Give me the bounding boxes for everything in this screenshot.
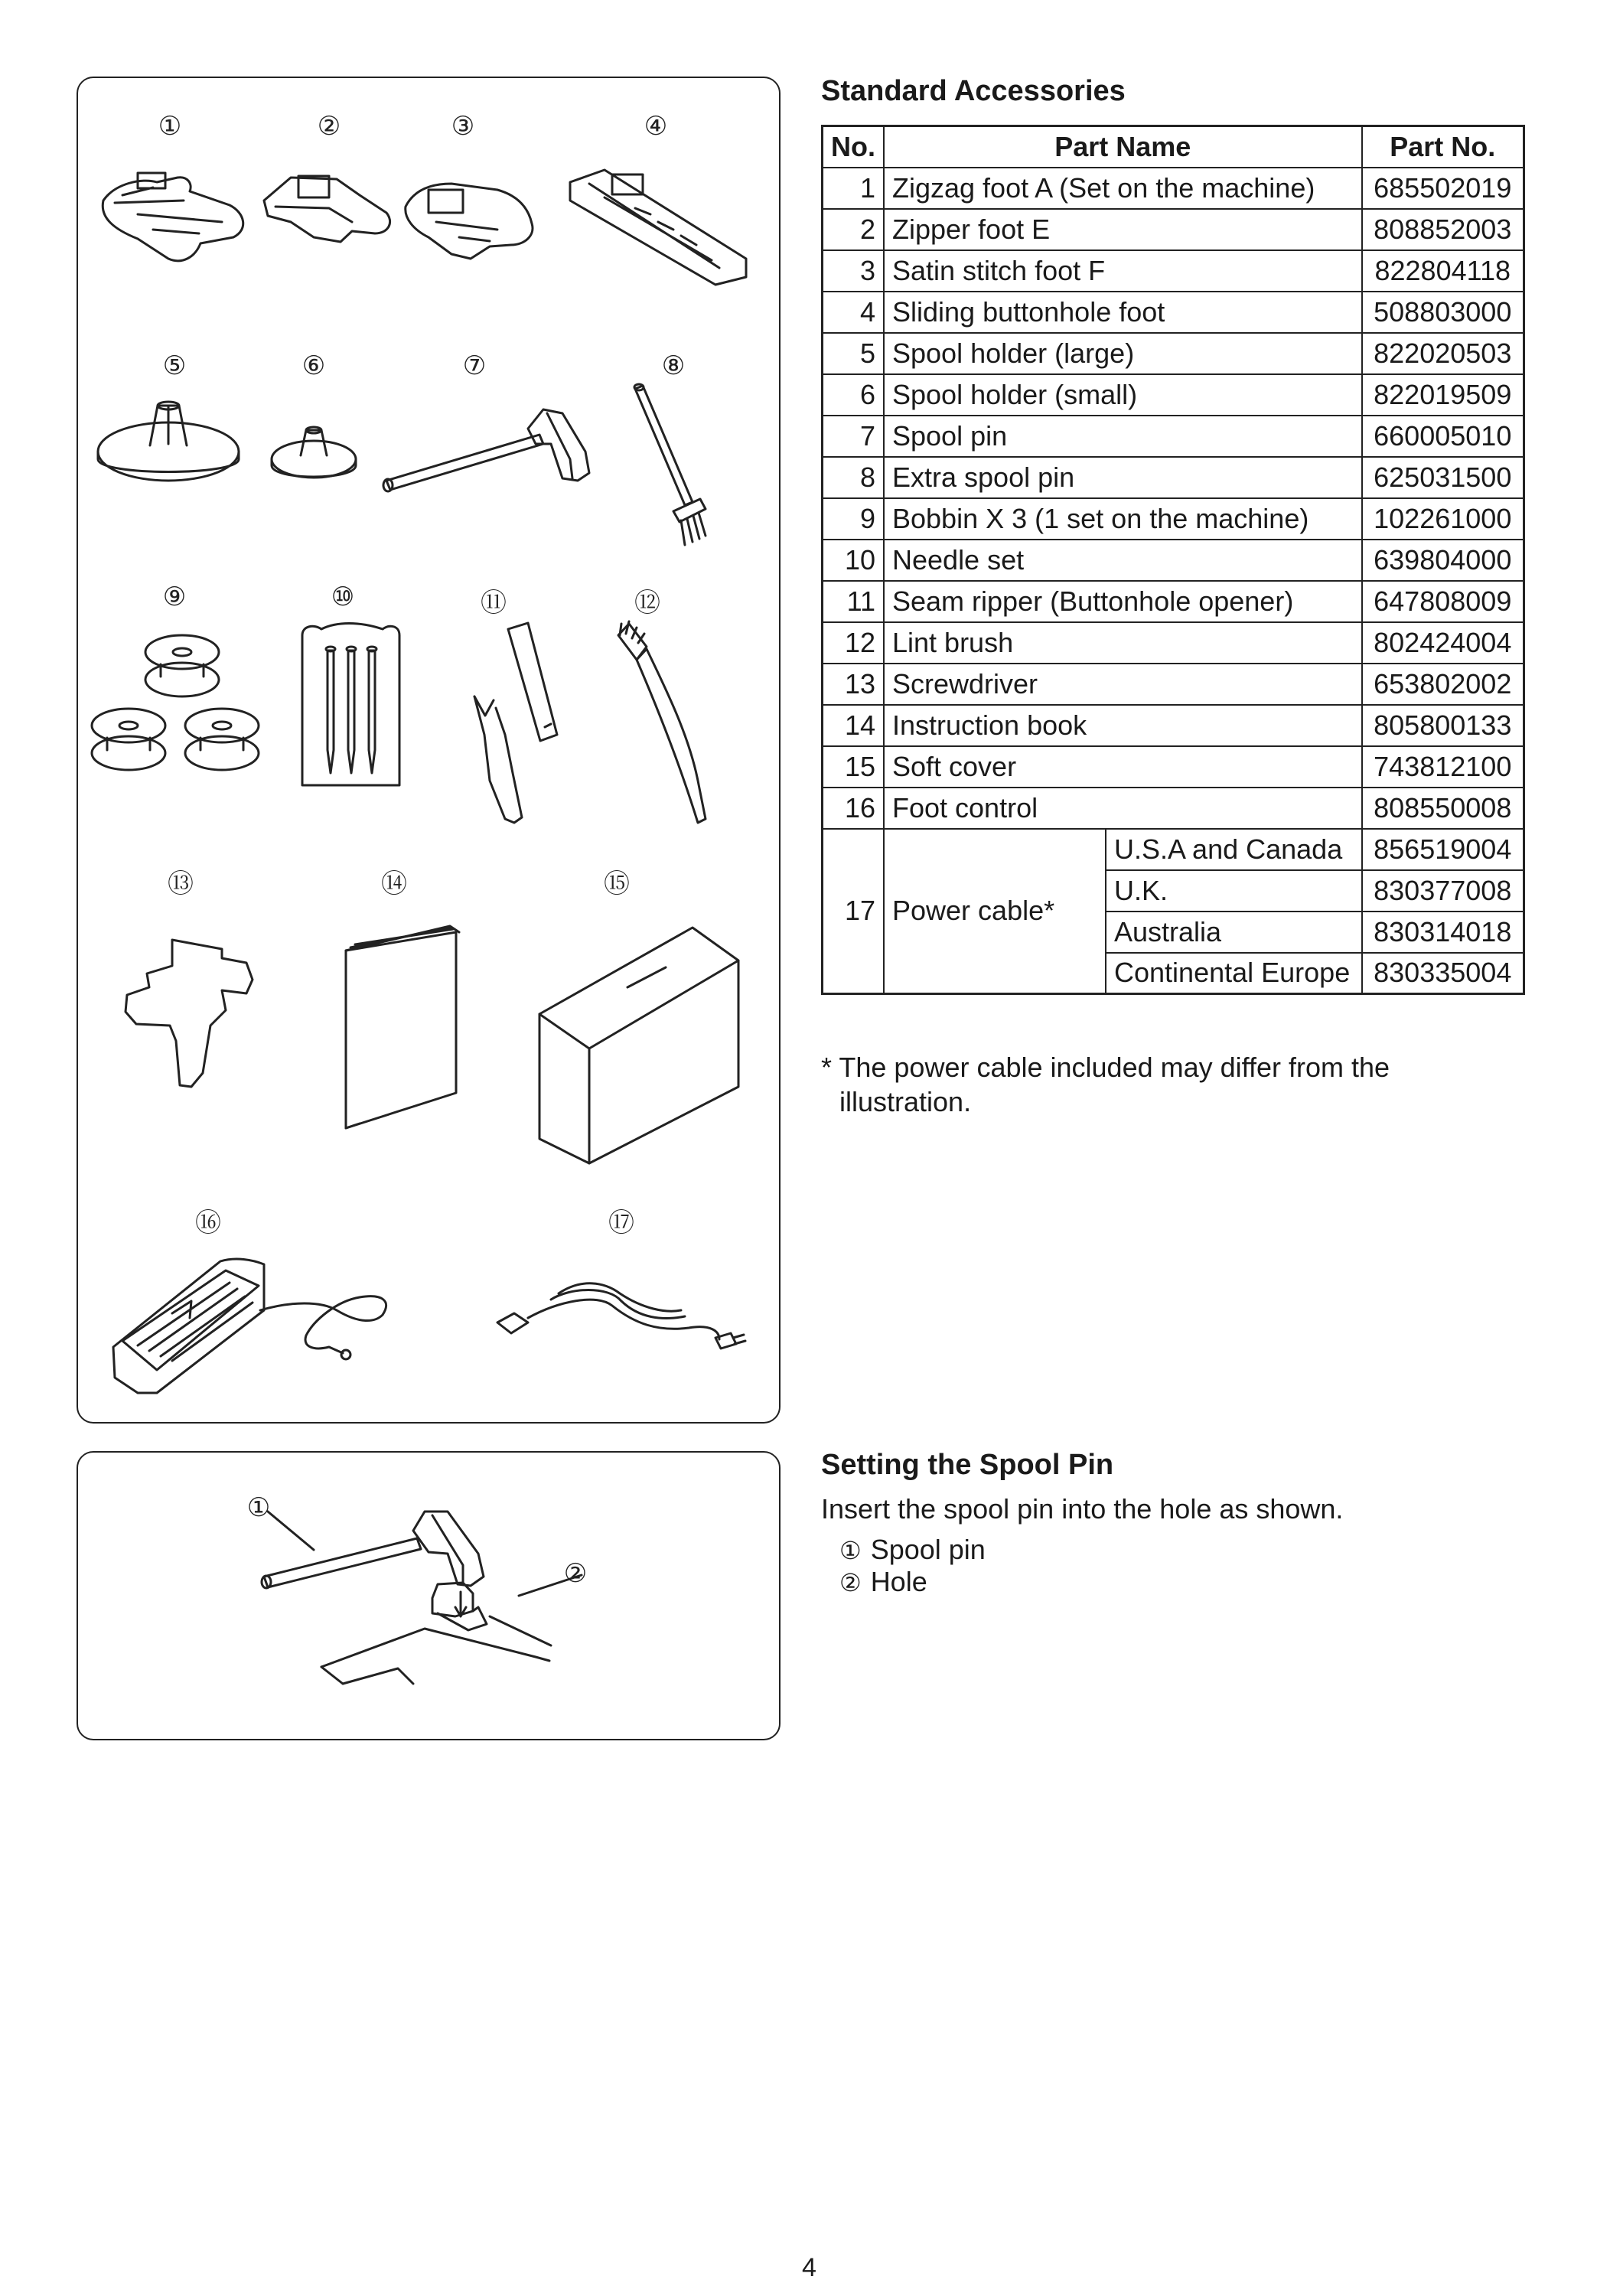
legend-item-spool-pin xyxy=(839,1534,986,1566)
row-part-no: 625031500 xyxy=(1362,457,1524,498)
footnote-line-2: illustration. xyxy=(839,1086,972,1117)
row-part-no: 822020503 xyxy=(1362,333,1524,374)
row-no: 13 xyxy=(823,664,885,705)
power-cable-region: U.S.A and Canada xyxy=(1106,829,1362,870)
header-part-no: Part No. xyxy=(1362,126,1524,168)
row-part-no: 808550008 xyxy=(1362,788,1524,829)
row-part-name: Bobbin X 3 (1 set on the machine) xyxy=(884,498,1362,540)
row-part-name: Satin stitch foot F xyxy=(884,250,1362,292)
spool-pin-instruction: Insert the spool pin into the hole as shown. xyxy=(821,1493,1344,1525)
power-cable-part-no: 856519004 xyxy=(1362,829,1524,870)
callout-17: ⑰ xyxy=(608,1208,634,1238)
power-cable-name: Power cable* xyxy=(884,829,1106,994)
power-cable-region: Continental Europe xyxy=(1106,953,1362,994)
callout-16: ⑯ xyxy=(195,1208,221,1238)
row-no: 14 xyxy=(823,705,885,746)
callout-14: ⑭ xyxy=(381,869,407,899)
row-no: 8 xyxy=(823,457,885,498)
row-no: 5 xyxy=(823,333,885,374)
row-part-no: 822804118 xyxy=(1362,250,1524,292)
row-no: 4 xyxy=(823,292,885,333)
row-part-name: Soft cover xyxy=(884,746,1362,788)
legend-item-hole xyxy=(839,1566,927,1598)
row-no: 12 xyxy=(823,622,885,664)
row-part-name: Lint brush xyxy=(884,622,1362,664)
power-cable-part-no: 830335004 xyxy=(1362,953,1524,994)
callout-2: ② xyxy=(317,111,341,142)
row-part-name: Sliding buttonhole foot xyxy=(884,292,1362,333)
row-part-no: 805800133 xyxy=(1362,705,1524,746)
row-part-name: Extra spool pin xyxy=(884,457,1362,498)
row-part-no: 822019509 xyxy=(1362,374,1524,416)
power-cable-part-no: 830377008 xyxy=(1362,870,1524,912)
row-part-name: Seam ripper (Buttonhole opener) xyxy=(884,581,1362,622)
header-part-name: Part Name xyxy=(884,126,1362,168)
page-number: 4 xyxy=(802,2253,816,2282)
power-cable-region: Australia xyxy=(1106,912,1362,953)
callout-15: ⑮ xyxy=(604,869,630,899)
spool-callout-2: ② xyxy=(563,1558,588,1589)
row-part-no: 653802002 xyxy=(1362,664,1524,705)
callout-9: ⑨ xyxy=(162,582,187,612)
header-no: No. xyxy=(823,126,885,168)
row-part-name: Zipper foot E xyxy=(884,209,1362,250)
callout-1: ① xyxy=(158,111,182,142)
row-part-no: 685502019 xyxy=(1362,168,1524,209)
row-part-name: Foot control xyxy=(884,788,1362,829)
row-no: 9 xyxy=(823,498,885,540)
callout-10: ⑩ xyxy=(331,582,355,612)
row-part-no: 808852003 xyxy=(1362,209,1524,250)
row-part-name: Instruction book xyxy=(884,705,1362,746)
row-part-name: Spool holder (small) xyxy=(884,374,1362,416)
setting-spool-pin-heading: Setting the Spool Pin xyxy=(821,1449,1114,1481)
row-part-no: 743812100 xyxy=(1362,746,1524,788)
row-no: 1 xyxy=(823,168,885,209)
row-no: 15 xyxy=(823,746,885,788)
row-part-no: 102261000 xyxy=(1362,498,1524,540)
legend-mark: ② xyxy=(839,1568,862,1597)
power-cable-region: U.K. xyxy=(1106,870,1362,912)
row-part-name: Zigzag foot A (Set on the machine) xyxy=(884,168,1362,209)
legend-mark: ① xyxy=(839,1536,862,1565)
callout-5: ⑤ xyxy=(162,351,187,381)
row-part-no: 802424004 xyxy=(1362,622,1524,664)
callout-4: ④ xyxy=(644,111,668,142)
row-no: 11 xyxy=(823,581,885,622)
row-no: 3 xyxy=(823,250,885,292)
power-cable-no: 17 xyxy=(823,829,885,994)
callout-6: ⑥ xyxy=(301,351,326,381)
row-part-name: Needle set xyxy=(884,540,1362,581)
legend-label: Hole xyxy=(870,1566,927,1597)
row-part-no: 647808009 xyxy=(1362,581,1524,622)
row-part-name: Spool holder (large) xyxy=(884,333,1362,374)
footnote-line-1: * The power cable included may differ from the xyxy=(821,1052,1390,1083)
row-no: 10 xyxy=(823,540,885,581)
row-part-no: 660005010 xyxy=(1362,416,1524,457)
callout-12: ⑫ xyxy=(634,588,660,618)
callout-8: ⑧ xyxy=(661,351,686,381)
row-part-name: Spool pin xyxy=(884,416,1362,457)
row-part-no: 639804000 xyxy=(1362,540,1524,581)
row-part-name: Screwdriver xyxy=(884,664,1362,705)
callout-13: ⑬ xyxy=(168,869,194,899)
row-part-no: 508803000 xyxy=(1362,292,1524,333)
callout-11: ⑪ xyxy=(481,588,507,618)
row-no: 7 xyxy=(823,416,885,457)
row-no: 2 xyxy=(823,209,885,250)
callout-3: ③ xyxy=(451,111,475,142)
row-no: 6 xyxy=(823,374,885,416)
callout-7: ⑦ xyxy=(462,351,487,381)
standard-accessories-heading: Standard Accessories xyxy=(821,75,1126,107)
row-no: 16 xyxy=(823,788,885,829)
spool-callout-1: ① xyxy=(246,1492,271,1523)
legend-label: Spool pin xyxy=(870,1534,986,1565)
power-cable-part-no: 830314018 xyxy=(1362,912,1524,953)
